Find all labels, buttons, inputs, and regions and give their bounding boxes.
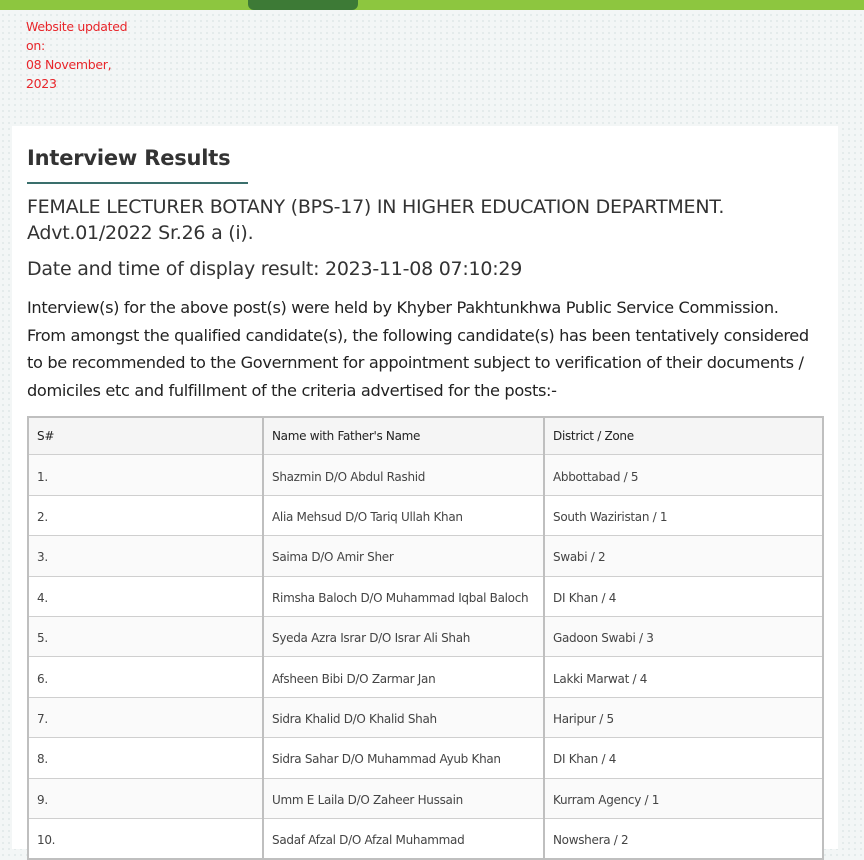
cell-district: Swabi / 2 [544, 536, 823, 576]
display-date: Date and time of display result: 2023-11-08 07:10:29 [27, 258, 523, 280]
intro-line: domiciles etc and fulfillment of the criteria advertised for the posts:- [27, 380, 557, 400]
cell-name: Alia Mehsud D/O Tariq Ullah Khan [263, 495, 544, 535]
cell-serial: 7. [28, 697, 263, 737]
active-nav-tab[interactable] [248, 0, 358, 10]
cell-name: Rimsha Baloch D/O Muhammad Iqbal Baloch [263, 576, 544, 616]
table-row [28, 738, 823, 778]
intro-paragraph [27, 294, 827, 404]
table-row [28, 818, 823, 859]
update-note-line: 08 November, [26, 57, 112, 72]
website-updated-note [26, 17, 136, 93]
cell-serial: 9. [28, 778, 263, 818]
update-note-line: on: [26, 38, 45, 53]
intro-line: to be recommended to the Government for appointment subject to verification of their documents / [27, 353, 804, 372]
cell-serial: 3. [28, 536, 263, 576]
cell-serial: 4. [28, 576, 263, 616]
cell-serial: 8. [28, 738, 263, 778]
cell-name: Afsheen Bibi D/O Zarmar Jan [263, 657, 544, 697]
cell-serial: 6. [28, 657, 263, 697]
cell-name: Saima D/O Amir Sher [263, 536, 544, 576]
title-underline [27, 182, 248, 184]
intro-line: From amongst the qualified candidate(s), the following candidate(s) has been tentatively considered [27, 325, 809, 345]
page-title: Interview Results [27, 146, 231, 170]
cell-district: DI Khan / 4 [544, 576, 823, 616]
header-serial: S# [28, 417, 263, 455]
cell-name: Sidra Khalid D/O Khalid Shah [263, 697, 544, 737]
post-title-line: FEMALE LECTURER BOTANY (BPS-17) IN HIGHER EDUCATION DEPARTMENT. [27, 196, 725, 218]
header-name: Name with Father's Name [263, 417, 544, 455]
table-row [28, 616, 823, 656]
table-row [28, 495, 823, 535]
cell-name: Umm E Laila D/O Zaheer Hussain [263, 778, 544, 818]
cell-district: Gadoon Swabi / 3 [544, 616, 823, 656]
header-district: District / Zone [544, 417, 823, 455]
cell-district: Abbottabad / 5 [544, 455, 823, 495]
cell-serial: 10. [28, 818, 263, 859]
post-title [27, 194, 817, 246]
cell-serial: 2. [28, 495, 263, 535]
cell-district: Nowshera / 2 [544, 818, 823, 859]
cell-name: Shazmin D/O Abdul Rashid [263, 455, 544, 495]
cell-district: Lakki Marwat / 4 [544, 657, 823, 697]
main-content-panel [12, 126, 838, 849]
cell-serial: 5. [28, 616, 263, 656]
post-title-line: Advt.01/2022 Sr.26 a (i). [27, 222, 254, 244]
table-row [28, 536, 823, 576]
cell-serial: 1. [28, 455, 263, 495]
update-note-line: 2023 [26, 76, 57, 91]
update-note-line: Website updated [26, 19, 128, 34]
table-row [28, 657, 823, 697]
table-row [28, 778, 823, 818]
cell-district: Kurram Agency / 1 [544, 778, 823, 818]
cell-district: DI Khan / 4 [544, 738, 823, 778]
cell-district: South Waziristan / 1 [544, 495, 823, 535]
intro-line: Interview(s) for the above post(s) were held by Khyber Pakhtunkhwa Public Service Commission. [27, 298, 779, 317]
cell-name: Sadaf Afzal D/O Afzal Muhammad [263, 818, 544, 859]
table-header-row [28, 417, 823, 455]
table-row [28, 455, 823, 495]
results-table [27, 416, 824, 860]
top-nav-bar [0, 0, 864, 10]
table-row [28, 697, 823, 737]
cell-name: Sidra Sahar D/O Muhammad Ayub Khan [263, 738, 544, 778]
table-row [28, 576, 823, 616]
cell-name: Syeda Azra Israr D/O Israr Ali Shah [263, 616, 544, 656]
cell-district: Haripur / 5 [544, 697, 823, 737]
